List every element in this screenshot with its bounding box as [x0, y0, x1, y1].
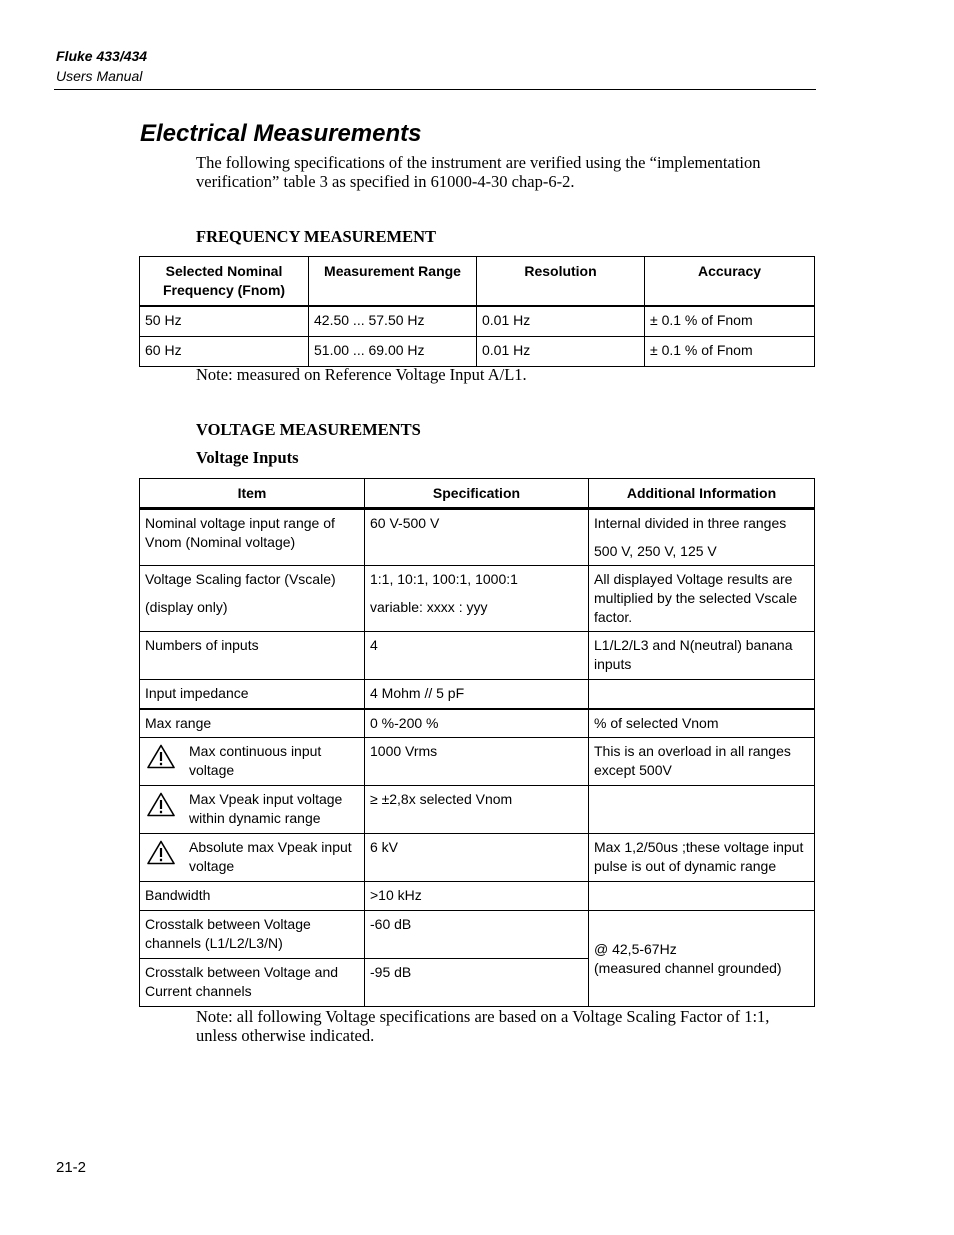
column-header: Specification	[365, 479, 589, 509]
table-cell: 4 Mohm // 5 pF	[365, 680, 589, 709]
table-cell: Input impedance	[140, 680, 365, 709]
page-number: 21-2	[56, 1159, 87, 1176]
info-text: @ 42,5-67Hz	[594, 940, 677, 957]
table-row	[140, 911, 815, 959]
table-cell: 42.50 ... 57.50 Hz	[309, 306, 477, 337]
table-cell	[589, 509, 815, 566]
warning-triangle-icon	[147, 840, 175, 865]
table-cell: Numbers of inputs	[140, 632, 365, 680]
table-cell	[140, 834, 365, 882]
header-divider	[54, 89, 816, 90]
table-cell: 1000 Vrms	[365, 738, 589, 786]
voltage-inputs-subheading: Voltage Inputs	[196, 448, 299, 467]
frequency-table	[139, 256, 815, 367]
manual-subtitle: Users Manual	[56, 68, 143, 84]
column-header: Accuracy	[645, 257, 815, 307]
table-cell: 4	[365, 632, 589, 680]
table-cell	[365, 566, 589, 632]
table-cell: -95 dB	[365, 959, 589, 1007]
table-cell: ± 0.1 % of Fnom	[645, 306, 815, 337]
table-row	[140, 306, 815, 337]
info-text: 500 V, 250 V, 125 V	[594, 543, 717, 559]
info-text: (measured channel grounded)	[594, 959, 782, 976]
item-text: Max Vpeak input voltage within dynamic range	[189, 791, 343, 826]
info-text: Internal divided in three ranges	[594, 515, 787, 531]
table-cell: Max range	[140, 709, 365, 738]
table-cell	[589, 882, 815, 911]
table-cell: >10 kHz	[365, 882, 589, 911]
table-row	[140, 882, 815, 911]
table-cell: 60 V-500 V	[365, 509, 589, 566]
column-header: Measurement Range	[309, 257, 477, 307]
voltage-heading: VOLTAGE MEASUREMENTS	[196, 420, 421, 439]
section-intro: The following specifications of the instrument are verified using the “implementation verification” table 3 as specified in 61000-4-30 chap-6-2.	[196, 153, 761, 191]
column-header: Resolution	[477, 257, 645, 307]
spec-text: 1:1, 10:1, 100:1, 1000:1	[370, 571, 518, 587]
table-row	[140, 709, 815, 738]
table-cell: L1/L2/L3 and N(neutral) banana inputs	[589, 632, 815, 680]
table-row	[140, 509, 815, 566]
frequency-note: Note: measured on Reference Voltage Input A/L1.	[196, 365, 527, 384]
column-header: Additional Information	[589, 479, 815, 509]
table-row	[140, 786, 815, 834]
voltage-note: Note: all following Voltage specifications are based on a Voltage Scaling Factor of 1:1, unless otherwise indicated.	[196, 1007, 770, 1045]
item-text: Voltage Scaling factor (Vscale)	[145, 571, 336, 587]
table-cell: All displayed Voltage results are multiplied by the selected Vscale factor.	[589, 566, 815, 632]
table-cell	[589, 786, 815, 834]
table-cell: Max 1,2/50us ;these voltage input pulse is out of dynamic range	[589, 834, 815, 882]
section-title: Electrical Measurements	[140, 120, 422, 147]
item-text: Nominal voltage input range of Vnom (Nominal voltage)	[145, 515, 335, 550]
table-cell	[140, 786, 365, 834]
warning-triangle-icon	[147, 744, 175, 769]
table-cell: ± 0.1 % of Fnom	[645, 337, 815, 367]
column-header: Selected Nominal Frequency (Fnom)	[140, 257, 309, 307]
table-row	[140, 337, 815, 367]
table-cell: 51.00 ... 69.00 Hz	[309, 337, 477, 367]
table-cell: Crosstalk between Voltage channels (L1/L2/L3/N)	[140, 911, 365, 959]
table-cell: Crosstalk between Voltage and Current channels	[140, 959, 365, 1007]
item-text: (display only)	[145, 599, 228, 615]
table-row	[140, 738, 815, 786]
spec-text: variable: xxxx : yyy	[370, 599, 488, 615]
table-cell: 6 kV	[365, 834, 589, 882]
table-cell: Bandwidth	[140, 882, 365, 911]
manual-title: Fluke 433/434	[56, 48, 148, 64]
table-cell	[140, 566, 365, 632]
table-cell	[589, 680, 815, 709]
item-text: Max continuous input voltage	[189, 743, 322, 778]
table-row	[140, 834, 815, 882]
table-header-row	[140, 257, 815, 307]
table-cell	[140, 738, 365, 786]
table-row	[140, 680, 815, 709]
table-cell: % of selected Vnom	[589, 709, 815, 738]
voltage-inputs-table	[139, 478, 815, 1007]
column-header: Item	[140, 479, 365, 509]
table-cell: 60 Hz	[140, 337, 309, 367]
frequency-heading: FREQUENCY MEASUREMENT	[196, 227, 437, 246]
table-header-row	[140, 479, 815, 509]
table-cell	[589, 911, 815, 1007]
table-cell: -60 dB	[365, 911, 589, 959]
table-cell: 0.01 Hz	[477, 337, 645, 367]
table-cell: ≥ ±2,8x selected Vnom	[365, 786, 589, 834]
table-row	[140, 566, 815, 632]
table-cell	[140, 509, 365, 566]
item-text: Absolute max Vpeak input voltage	[189, 839, 352, 874]
table-cell: 0 %-200 %	[365, 709, 589, 738]
table-row	[140, 632, 815, 680]
table-cell: 0.01 Hz	[477, 306, 645, 337]
table-cell: This is an overload in all ranges except 500V	[589, 738, 815, 786]
table-cell: 50 Hz	[140, 306, 309, 337]
warning-triangle-icon	[147, 792, 175, 817]
